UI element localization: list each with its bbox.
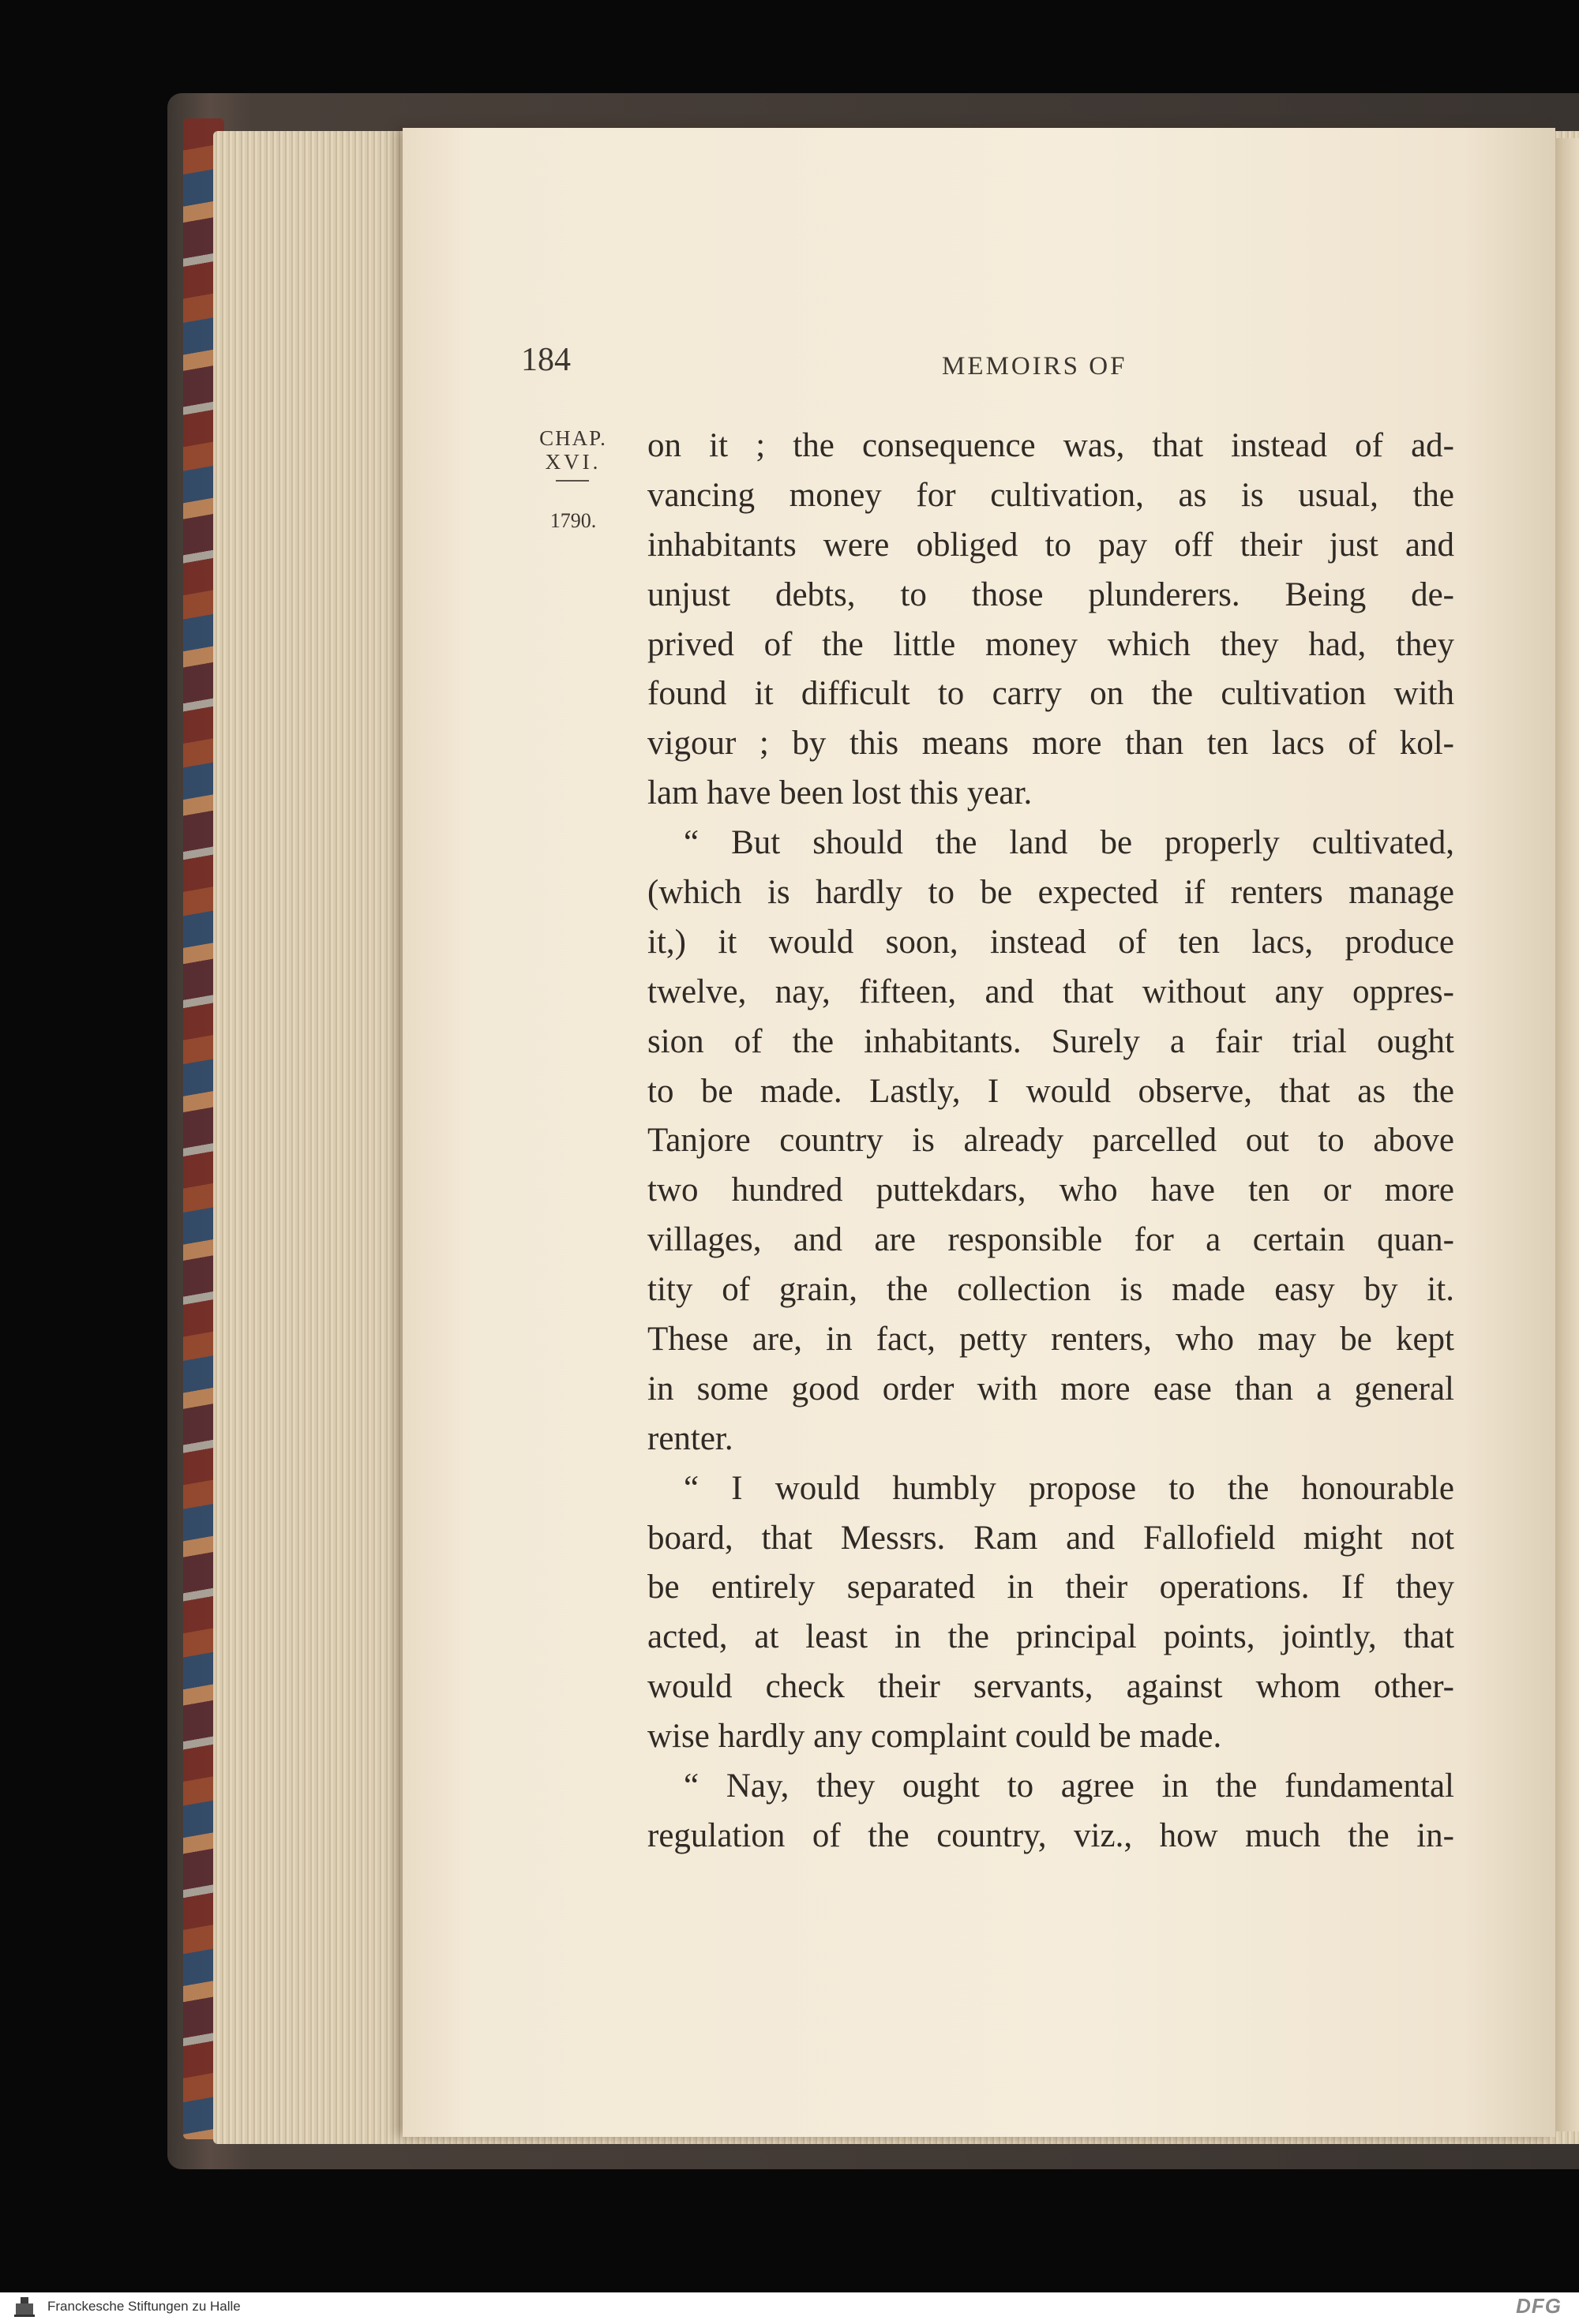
marginal-chap-label: CHAP. [539,426,607,450]
text-line: unjust debts, to those plunderers. Being de- [647,575,1454,613]
text-line: it,) it would soon, instead of ten lacs, produce [647,923,1454,961]
text-line: would check their servants, against whom other- [647,1668,1454,1706]
text-line: “ But should the land be properly cultivated, [684,824,1454,862]
text-line: sion of the inhabitants. Surely a fair trial ought [647,1022,1454,1060]
text-line: “ I would humbly propose to the honourable [684,1469,1454,1507]
marginal-rule [556,480,589,482]
page-number: 184 [521,342,571,378]
text-line: inhabitants were obliged to pay off their just and [647,526,1454,564]
text-line: “ Nay, they ought to agree in the fundamental [684,1767,1454,1805]
dfg-logo: DFG [1516,2294,1562,2318]
text-line: These are, in fact, petty renters, who may be kept [647,1321,1454,1359]
text-line: two hundred puttekdars, who have ten or more [647,1171,1454,1209]
text-line: Tanjore country is already parcelled out to above [647,1122,1454,1160]
text-line: (which is hardly to be expected if renters manage [647,874,1454,912]
text-line: regulation of the country, viz., how much the in- [647,1816,1454,1854]
text-line: on it ; the consequence was, that instead of ad- [647,427,1454,464]
text-line: lam have been lost this year. [647,774,1033,812]
text-line: tity of grain, the collection is made easy by it. [647,1271,1454,1309]
text-line: in some good order with more ease than a general [647,1370,1454,1408]
marginal-chap-number: XVI. [545,450,602,474]
running-head: MEMOIRS OF [942,352,1127,380]
text-line: prived of the little money which they had, they [647,625,1454,663]
text-line: be entirely separated in their operations. If they [647,1569,1454,1606]
body-text [647,422,1454,1861]
text-line: vancing money for cultivation, as is usual, the [647,476,1454,514]
next-page-edge [1554,138,1579,2131]
institution-name: Franckesche Stiftungen zu Halle [47,2299,241,2314]
institution-logo-icon [11,2296,38,2319]
text-line: to be made. Lastly, I would observe, that as the [647,1072,1454,1110]
text-line: twelve, nay, fifteen, and that without any oppres- [647,973,1454,1010]
text-line: villages, and are responsible for a certain quan- [647,1221,1454,1259]
text-line: renter. [647,1419,733,1457]
text-line: wise hardly any complaint could be made. [647,1718,1222,1756]
text-line: found it difficult to carry on the cultivation with [647,675,1454,713]
text-line: acted, at least in the principal points, jointly, that [647,1618,1454,1656]
marginal-year: 1790. [549,509,597,532]
text-line: board, that Messrs. Ram and Fallofield might not [647,1519,1454,1557]
text-line: vigour ; by this means more than ten lacs of kol- [647,725,1454,763]
